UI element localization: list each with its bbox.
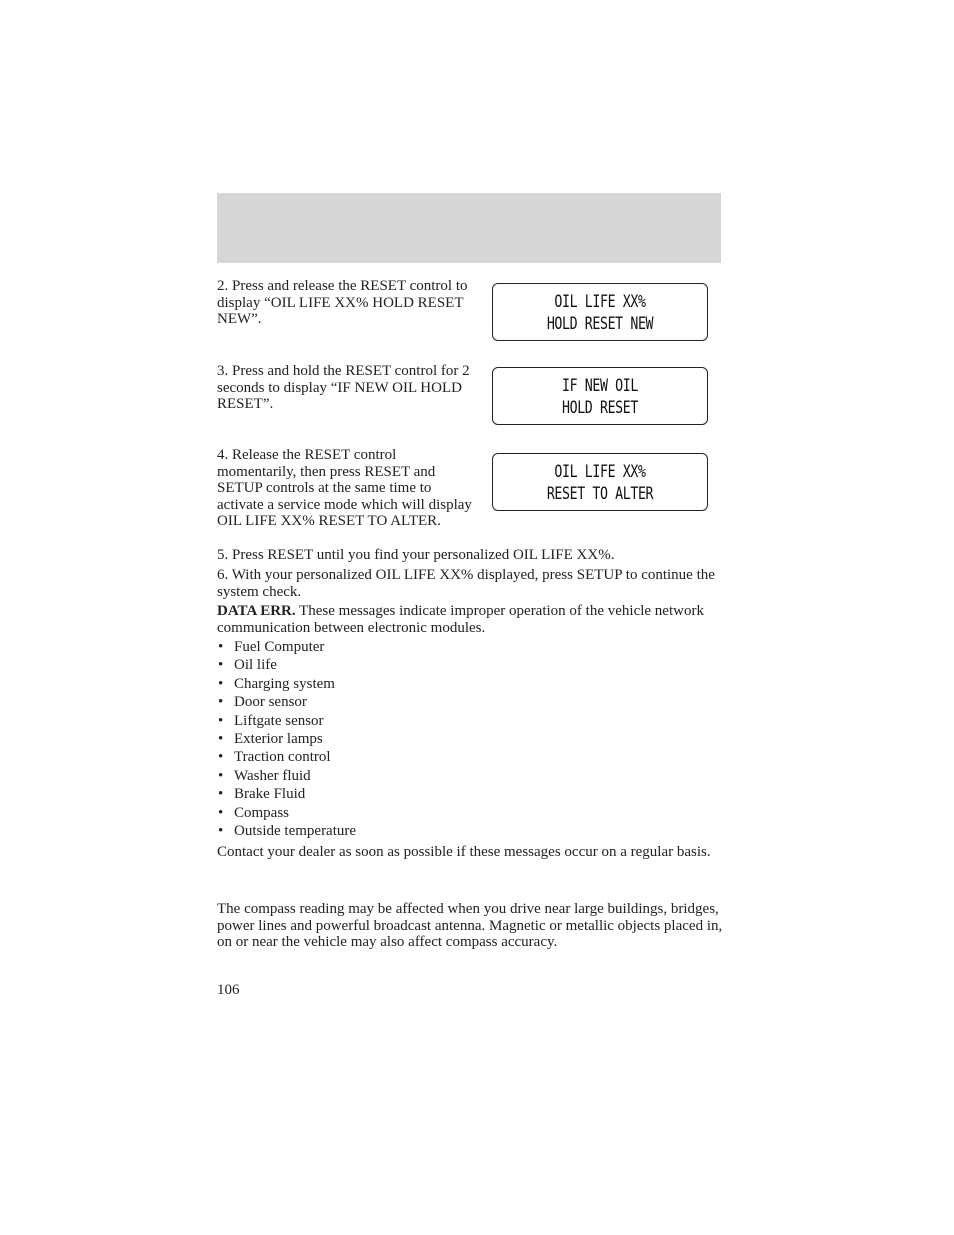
bullet-icon: • — [218, 749, 224, 766]
data-err-list — [217, 638, 356, 840]
bullet-icon: • — [218, 822, 224, 839]
list-item-label: Fuel Computer — [234, 639, 325, 655]
step-5-text: 5. Press RESET until you find your personalized OIL LIFE XX%. — [217, 547, 615, 563]
list-item-label: Charging system — [234, 675, 335, 692]
list-item — [217, 767, 356, 785]
bullet-icon: • — [218, 639, 224, 655]
header-band — [217, 193, 721, 263]
list-item — [217, 804, 356, 822]
bullet-icon: • — [218, 657, 224, 674]
display-line-2: RESET TO ALTER — [546, 484, 654, 504]
list-item — [217, 785, 356, 803]
bullet-icon: • — [218, 675, 224, 692]
display-line-1: OIL LIFE XX% — [554, 462, 646, 482]
list-item-label: Outside temperature — [234, 822, 357, 839]
list-item-label: Exterior lamps — [234, 730, 323, 747]
display-line-2: HOLD RESET NEW — [546, 314, 654, 334]
list-item — [217, 748, 356, 766]
bullet-icon: • — [218, 786, 224, 803]
list-item — [217, 730, 356, 748]
list-item — [217, 693, 356, 711]
data-err-text: These messages indicate improper operation of the vehicle network communication between electronic modules. — [217, 603, 704, 636]
list-item — [217, 656, 356, 674]
step-3-text: 3. Press and hold the RESET control for 2 seconds to display “IF NEW OIL HOLD RESET”. — [217, 363, 470, 412]
step-2-text: 2. Press and release the RESET control to display “OIL LIFE XX% HOLD RESET NEW”. — [217, 278, 468, 327]
data-err-paragraph — [217, 603, 727, 636]
bullet-icon: • — [218, 694, 224, 711]
list-item-label: Oil life — [234, 657, 277, 674]
bullet-icon: • — [218, 730, 224, 747]
list-item-label: Washer fluid — [234, 767, 311, 784]
list-item — [217, 638, 356, 656]
display-line-1: OIL LIFE XX% — [554, 292, 646, 312]
data-err-heading: DATA ERR. — [217, 603, 296, 619]
list-item-label: Liftgate sensor — [234, 712, 324, 729]
oil-life-display-2 — [492, 367, 708, 425]
list-item-label: Brake Fluid — [234, 786, 306, 803]
contact-dealer-text: Contact your dealer as soon as possible if these messages occur on a regular basis. — [217, 844, 711, 860]
list-item-label: Traction control — [234, 749, 331, 766]
list-item-label: Door sensor — [234, 694, 307, 711]
step-4-text: 4. Release the RESET control momentarily, then press RESET and SETUP controls at the same time to activate a service mode which will display OIL LIFE XX% RESET TO ALTER. — [217, 447, 472, 529]
bullet-icon: • — [218, 767, 224, 784]
list-item-label: Compass — [234, 804, 290, 821]
display-line-1: IF NEW OIL — [562, 376, 638, 396]
bullet-icon: • — [218, 712, 224, 729]
list-item — [217, 822, 356, 840]
list-item — [217, 712, 356, 730]
oil-life-display-1 — [492, 283, 708, 341]
list-item — [217, 675, 356, 693]
oil-life-display-3 — [492, 453, 708, 511]
step-6-text: 6. With your personalized OIL LIFE XX% displayed, press SETUP to continue the system check. — [217, 567, 715, 600]
bullet-icon: • — [218, 804, 224, 821]
page-number: 106 — [217, 982, 240, 998]
display-line-2: HOLD RESET — [562, 398, 638, 418]
compass-text: The compass reading may be affected when you drive near large buildings, bridges, power lines and powerful broadcast antenna. Magnetic or metallic objects placed in, on or near the vehicle may also affect compass accuracy. — [217, 901, 723, 950]
